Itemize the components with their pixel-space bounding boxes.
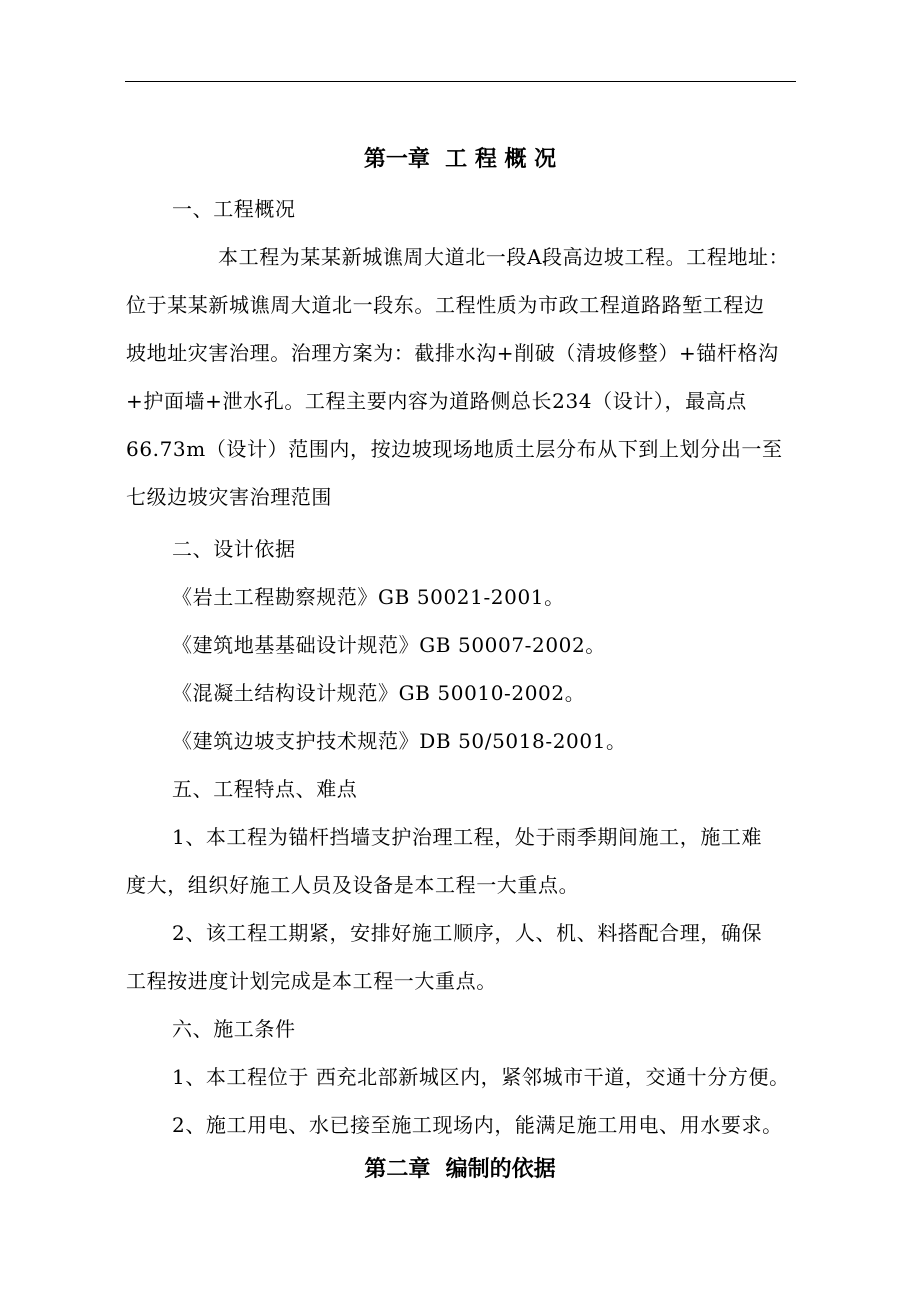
section-1-para-line: 本工程为某某新城谯周大道北一段A段高边坡工程。工程地址：	[218, 245, 790, 269]
section-1-para-line: 66.73m（设计）范围内，按边坡现场地质土层分布从下到上划分出一至	[126, 437, 783, 461]
section-1-para-line: 位于某某新城谯周大道北一段东。工程性质为市政工程道路路堑工程边	[126, 293, 765, 317]
section-5-line: 1、本工程为锚杆挡墙支护治理工程，处于雨季期间施工，施工难	[172, 825, 763, 849]
standard-item: 《建筑地基基础设计规范》GB 50007-2002。	[172, 633, 606, 657]
section-6-line: 1、本工程位于 西充北部新城区内，紧邻城市干道，交通十分方便。	[172, 1065, 790, 1089]
standard-item: 《混凝土结构设计规范》GB 50010-2002。	[172, 681, 586, 705]
standard-item: 《建筑边坡支护技术规范》DB 50/5018-2001。	[172, 729, 627, 753]
chapter-2-title: 第二章 编制的依据	[364, 1156, 556, 1182]
section-1-para-line: +护面墙+泄水孔。工程主要内容为道路侧总长234（设计），最高点	[126, 389, 747, 413]
section-1-para-line: 七级边坡灾害治理范围	[126, 485, 332, 509]
standard-item: 《岩土工程勘察规范》GB 50021-2001。	[172, 585, 565, 609]
header-rule	[125, 81, 796, 82]
section-2-heading: 二、设计依据	[172, 537, 296, 561]
section-5-line: 2、该工程工期紧，安排好施工顺序，人、机、料搭配合理，确保	[172, 921, 763, 945]
section-6-heading: 六、施工条件	[172, 1017, 296, 1041]
section-5-line: 度大，组织好施工人员及设备是本工程一大重点。	[126, 873, 580, 897]
section-1-para-line: 坡地址灾害治理。治理方案为：截排水沟+削破（清坡修整）+锚杆格沟	[126, 341, 779, 365]
section-6-line: 2、施工用电、水已接至施工现场内，能满足施工用电、用水要求。	[172, 1113, 783, 1137]
section-5-line: 工程按进度计划完成是本工程一大重点。	[126, 969, 497, 993]
section-5-heading: 五、工程特点、难点	[172, 777, 358, 801]
section-1-heading: 一、工程概况	[172, 197, 296, 221]
chapter-1-title: 第一章 工 程 概 况	[363, 146, 557, 172]
